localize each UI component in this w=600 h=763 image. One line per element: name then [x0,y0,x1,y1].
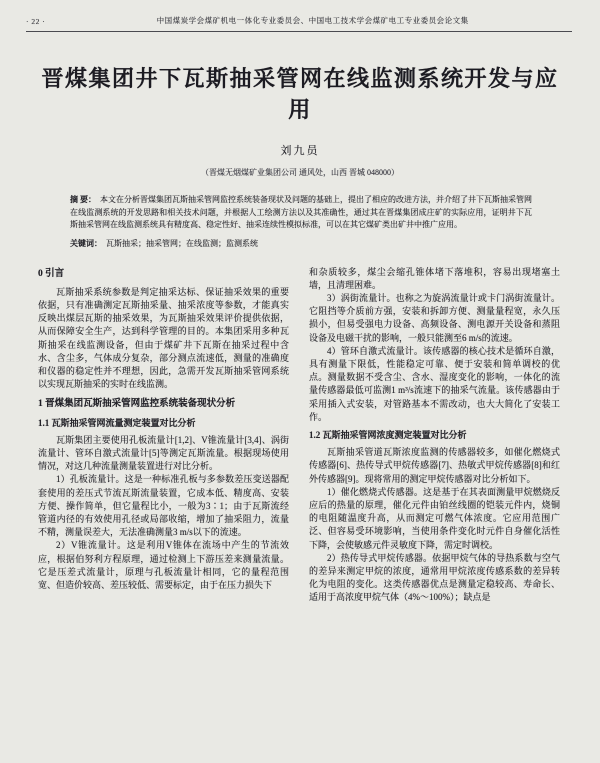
left-column [38,266,289,605]
author-affiliation: （晋煤无烟煤矿业集团公司 通风处，山西 晋城 048000） [201,168,399,177]
paragraph: 瓦斯抽采系统参数是判定抽采达标、保证抽采效果的重要依据，只有准确测定瓦斯抽采量、抽采浓度等参数，才能真实反映出煤层瓦斯的抽采效果，为瓦斯抽采效果评价提供依据，从而保障安全生产，达到科学管理的目的。本集团采用多种瓦斯抽采在线监测设备，但由于煤矿井下瓦斯在抽采过程中含水、含尘多，气体成分复杂，部分测点流速低，测量的准确度和仪器的稳定性并不理想，因此，急需开发瓦斯抽采管网系统以实现瓦斯抽采的实时在线监测。 [38,286,289,390]
body-columns [38,266,562,605]
paragraph: 2）热传导式甲烷传感器。依据甲烷气体的导热系数与空气的差异来测定甲烷的浓度，通常用甲烷浓度传感系数的差异转化为电阻的变化。这类传感器优点是测量定稳较高、寿命长、适用于高浓度甲烷气体（4%～100%）；缺点是 [309,552,560,603]
keywords-text: 瓦斯抽采；抽采管网；在线监测；监测系统 [106,238,258,248]
paragraph: 1）催化燃烧式传感器。这是基于在其表面测量甲烷燃烧反应后的热量的原理，催化元件由铂丝线圈的铠装元件内，烧铜的电阻随温度升高，从而测定可燃气体浓度。它应用范围广泛、但容易受环境影响，当使用条件变化时元件自身催化活性下降，会使敏感元件灵敏度下降，需定时调校。 [309,486,560,550]
abstract-label: 摘 要： [70,195,96,204]
paragraph: 瓦斯集团主要使用孔板流量计[1,2]、V锥流量计[3,4]、涡街流量计、管环自激式流量计[5]等测定瓦斯流量。根据现场使用情况，对这几种流量测量装置进行对比分析。 [38,434,289,472]
paragraph-continuation: 和杂质较多，煤尘会缩孔锥体堵下落堆积，容易出现堵塞土墙，且清理困难。 [309,266,560,290]
paragraph: 1）孔板流量计。这是一种标准孔板与多参数差压变送器配套使用的差压式节流瓦斯流量装置，它成本低、精度高、安装方便、操作简单，但它量程比小，一般为3∶1；由于瓦斯流经管道内径的有效使用孔径或局部收缩，增加了抽采阻力，流量不精，测量误差大，无法准确测量3 m/s以下的流速。 [38,474,289,538]
page-number: · 22 · [26,17,46,26]
subsection-heading-1-2: 1.2 瓦斯抽采管网浓度测定装置对比分析 [309,429,467,440]
subsection-heading-1-1: 1.1 瓦斯抽采管网流量测定装置对比分析 [38,417,196,428]
abstract-block [70,194,532,232]
paper-title: 晋煤集团井下瓦斯抽采管网在线监测系统开发与应用 [41,66,559,122]
abstract-text: 本文在分析晋煤集团瓦斯抽采管网监控系统装备现状及问题的基础上，提出了相应的改进方法，并介绍了井下瓦斯抽采管网在线监测系统的开发思路和相关技术问题，并根据人工绘测方法以及其准确性，通过其在晋煤集团成庄矿的实际应用，证明井下瓦斯抽采管网在线监测系统具有精度高、稳定性好、抽采连续性模拟标准，可以在其它煤矿类出矿井中推广应用。 [70,195,532,229]
header-rule [26,31,572,32]
paragraph: 4）管环自激式流量计。该传感器的核心技术是循环自激，具有测量下限低，性能稳定可靠、便于安装和简单调校的优点。测量数据不受含尘、含水、湿度变化的影响，一体化的流量传感器最低可监测1 m³/s流速下的抽采气流量。该传感器由于采用插入式安装，对管路基本不需改动，也大大简化了安装工作。 [309,345,560,422]
keywords-label: 关键词： [70,238,102,248]
section-heading-1: 1 晋煤集团瓦斯抽采管网监控系统装备现状分析 [38,399,236,410]
page-header [0,0,600,29]
paragraph: 3）涡街流量计。也称之为旋涡流量计或卡门涡街流量计。它阻挡等介质前方强，安装和拆卸方便、测量量程宽，永久压损小，但易受强电力设备、高频设备、测电源开关设备和蒸阻设备及电磁干扰的影响，一般只能测至6 m/s的流速。 [309,292,560,343]
right-column [309,266,560,605]
keywords-block [70,238,532,250]
paragraph: 瓦斯抽采管道瓦斯浓度监测的传感器较多，如催化燃烧式传感器[6]、热传导式甲烷传感器[7]、热敏式甲烷传感器[8]和红外传感器[9]。现将常用的测定甲烷传感器对比分析如下。 [309,447,560,484]
section-heading-intro: 0 引言 [38,268,65,279]
paragraph: 2）V锥流量计。这是利用V锥体在流场中产生的节流效应，根据伯努利方程原理，通过检测上下游压差来测量流量。它是压差式流量计，原理与孔板流量计相同，它的量程范围宽、但造价较高、差压较低、需要标定，由于在压力损失下 [38,540,289,590]
proceedings-title: 中国煤炭学会煤矿机电一体化专业委员会、中国电工技术学会煤矿电工专业委员会论文集 [156,16,469,25]
author-name: 刘九员 [280,145,320,157]
